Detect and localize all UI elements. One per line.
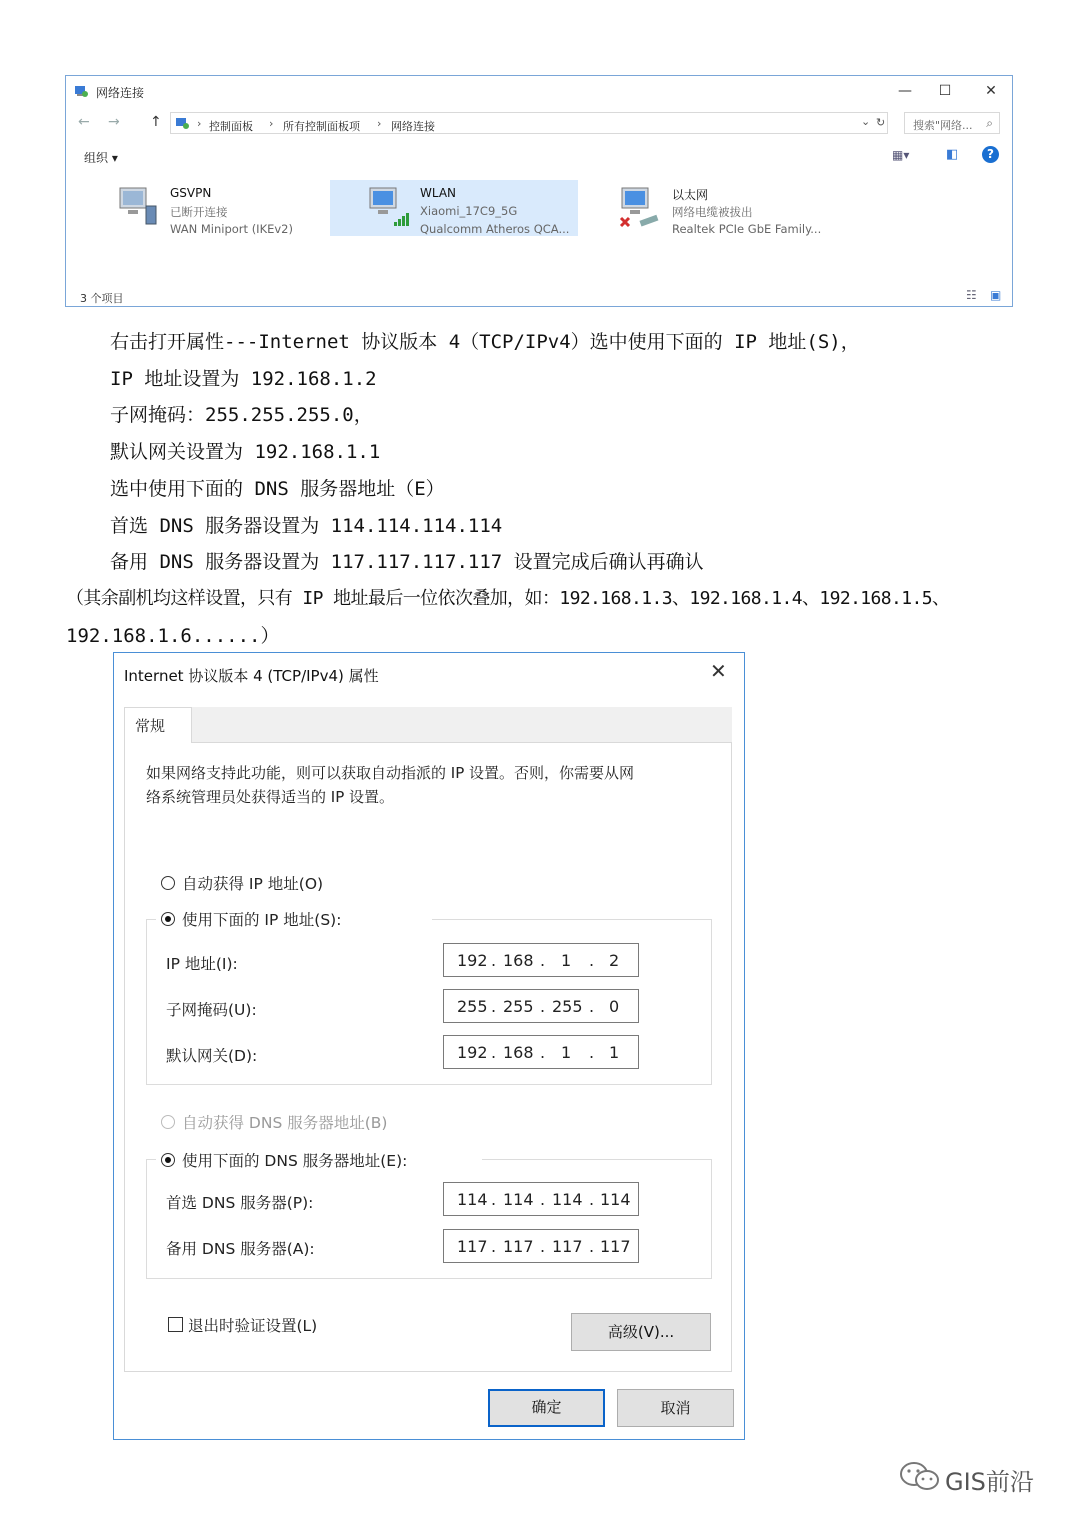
octet: 117 xyxy=(600,1237,631,1256)
octet: 0 xyxy=(609,997,620,1016)
forward-arrow-icon[interactable]: → xyxy=(108,114,120,130)
dialog-close-icon[interactable]: ✕ xyxy=(710,659,727,683)
preferred-dns-field[interactable]: 114 . 114 . 114 . 114 xyxy=(443,1182,639,1216)
instruction-line: IP 地址设置为 192.168.1.2 xyxy=(110,368,377,390)
instruction-line: 默认网关设置为 192.168.1.1 xyxy=(110,441,381,463)
network-folder-icon xyxy=(74,84,88,98)
octet: 1 xyxy=(609,1043,620,1062)
control-panel-icon xyxy=(175,116,189,130)
dropdown-chevron-icon[interactable]: ⌄ xyxy=(861,115,871,128)
details-view-icon[interactable]: ☷ xyxy=(966,288,977,302)
description-line: 如果网络支持此功能，则可以获取自动指派的 IP 设置。否则，你需要从网 xyxy=(146,764,635,782)
validate-on-exit-label[interactable]: 退出时验证设置(L) xyxy=(188,1317,318,1335)
radio-manual-dns-label[interactable]: 使用下面的 DNS 服务器地址(E): xyxy=(182,1152,408,1170)
connection-status: 已断开连接 xyxy=(170,205,228,219)
octet: 168 xyxy=(503,1043,534,1062)
cancel-button[interactable]: 取消 xyxy=(617,1389,734,1427)
breadcrumb-chevron-icon: › xyxy=(197,117,202,130)
preferred-dns-label: 首选 DNS 服务器(P): xyxy=(166,1194,314,1212)
radio-auto-dns[interactable] xyxy=(161,1115,175,1129)
octet: 255 xyxy=(552,997,583,1016)
ipv4-properties-dialog xyxy=(113,652,745,1440)
title-bar xyxy=(66,76,1012,106)
ok-button[interactable]: 确定 xyxy=(488,1389,605,1427)
alternate-dns-field[interactable]: 117 . 117 . 117 . 117 xyxy=(443,1229,639,1263)
octet: 1 xyxy=(561,1043,572,1062)
octet: 255 xyxy=(457,997,488,1016)
instruction-line: 首选 DNS 服务器设置为 114.114.114.114 xyxy=(110,515,503,537)
view-options-icon[interactable]: ▦▾ xyxy=(892,148,910,162)
default-gateway-field[interactable]: 192 . 168 . 1 . 1 xyxy=(443,1035,639,1069)
instruction-line: 选中使用下面的 DNS 服务器地址（E） xyxy=(110,478,445,500)
radio-manual-dns[interactable] xyxy=(161,1153,175,1167)
tab-general[interactable]: 常规 xyxy=(124,707,192,743)
search-icon: ⌕ xyxy=(986,116,993,130)
status-bar-count: 3 个项目 xyxy=(80,292,124,305)
organize-menu[interactable]: 组织 ▾ xyxy=(84,151,118,165)
description-line: 络系统管理员处获得适当的 IP 设置。 xyxy=(146,788,395,806)
octet: 1 xyxy=(561,951,572,970)
ethernet-computer-icon xyxy=(618,184,664,230)
connection-item-wlan[interactable] xyxy=(330,180,578,236)
octet: 2 xyxy=(609,951,620,970)
connection-name: 以太网 xyxy=(672,188,709,202)
search-placeholder: 搜索"网络... xyxy=(913,119,973,132)
back-arrow-icon[interactable]: ← xyxy=(78,114,90,130)
instruction-line: 子网掩码：255.255.255.0， xyxy=(110,404,373,426)
octet: 117 xyxy=(552,1237,583,1256)
advanced-button[interactable]: 高级(V)... xyxy=(571,1313,711,1351)
breadcrumb-chevron-icon: › xyxy=(377,117,382,130)
window-title: 网络连接 xyxy=(96,86,145,100)
ip-address-field[interactable]: 192 . 168 . 1 . 2 xyxy=(443,943,639,977)
octet: 114 xyxy=(600,1190,631,1209)
close-button[interactable]: ✕ xyxy=(985,83,997,99)
instruction-line: 备用 DNS 服务器设置为 117.117.117.117 设置完成后确认再确认 xyxy=(110,551,704,573)
octet: 114 xyxy=(552,1190,583,1209)
breadcrumb-chevron-icon: › xyxy=(269,117,274,130)
large-icons-view-icon[interactable]: ▣ xyxy=(990,288,1002,302)
connection-device: Realtek PCIe GbE Family... xyxy=(672,222,822,236)
breadcrumb-network-connections[interactable]: 网络连接 xyxy=(391,120,435,133)
address-row xyxy=(66,110,1012,136)
dialog-description xyxy=(146,761,706,809)
connection-name: GSVPN xyxy=(170,186,212,200)
ip-address-label: IP 地址(I): xyxy=(166,955,238,973)
radio-manual-ip[interactable] xyxy=(161,912,175,926)
octet: 114 xyxy=(457,1190,488,1209)
octet: 192 xyxy=(457,951,488,970)
octet: 117 xyxy=(503,1237,534,1256)
radio-auto-ip[interactable] xyxy=(161,876,175,890)
subnet-mask-label: 子网掩码(U): xyxy=(166,1001,257,1019)
radio-auto-dns-label[interactable]: 自动获得 DNS 服务器地址(B) xyxy=(182,1114,388,1132)
instruction-line: （其余副机均这样设置，只有 IP 地址最后一位依次叠加，如：192.168.1.3、192.168.1.4、192.168.1.5、 xyxy=(66,588,950,609)
alternate-dns-label: 备用 DNS 服务器(A): xyxy=(166,1240,315,1258)
connection-device: Qualcomm Atheros QCA... xyxy=(420,222,570,236)
subnet-mask-field[interactable]: 255 . 255 . 255 . 0 xyxy=(443,989,639,1023)
toolbar xyxy=(66,144,1012,168)
connection-status: 网络电缆被拔出 xyxy=(672,205,753,219)
octet: 168 xyxy=(503,951,534,970)
radio-manual-ip-label[interactable]: 使用下面的 IP 地址(S): xyxy=(182,911,342,929)
connection-item-ethernet[interactable] xyxy=(618,180,858,236)
address-bar[interactable] xyxy=(170,112,888,134)
refresh-icon[interactable]: ↻ xyxy=(876,116,886,129)
breadcrumb-all-items[interactable]: 所有控制面板项 xyxy=(283,120,360,133)
breadcrumb-control-panel[interactable]: 控制面板 xyxy=(209,120,253,133)
help-icon[interactable]: ? xyxy=(982,146,999,163)
connection-device: WAN Miniport (IKEv2) xyxy=(170,222,293,236)
default-gateway-label: 默认网关(D): xyxy=(166,1047,258,1065)
connection-status: Xiaomi_17C9_5G xyxy=(420,204,518,218)
octet: 114 xyxy=(503,1190,534,1209)
wifi-computer-icon xyxy=(366,184,412,230)
wechat-icon xyxy=(898,1460,942,1492)
connection-item-gsvpn[interactable] xyxy=(116,180,336,236)
preview-pane-icon[interactable]: ◧ xyxy=(946,147,959,162)
connection-name: WLAN xyxy=(420,186,457,200)
vpn-computer-icon xyxy=(116,184,162,230)
network-connections-window xyxy=(65,75,1013,307)
octet: 255 xyxy=(503,997,534,1016)
up-arrow-icon[interactable]: ↑ xyxy=(150,114,162,130)
dialog-title: Internet 协议版本 4 (TCP/IPv4) 属性 xyxy=(124,667,379,685)
radio-auto-ip-label[interactable]: 自动获得 IP 地址(O) xyxy=(182,875,324,893)
maximize-button[interactable]: ☐ xyxy=(938,83,952,99)
validate-on-exit-checkbox[interactable] xyxy=(168,1317,183,1332)
search-input[interactable] xyxy=(904,112,1000,134)
minimize-button[interactable]: — xyxy=(898,83,912,99)
octet: 117 xyxy=(457,1237,488,1256)
octet: 192 xyxy=(457,1043,488,1062)
instruction-line: 192.168.1.6......） xyxy=(66,625,280,647)
instruction-line: 右击打开属性---Internet 协议版本 4（TCP/IPv4）选中使用下面的 IP 地址(S)， xyxy=(110,331,860,353)
watermark-text: GIS前沿 xyxy=(945,1468,1034,1496)
